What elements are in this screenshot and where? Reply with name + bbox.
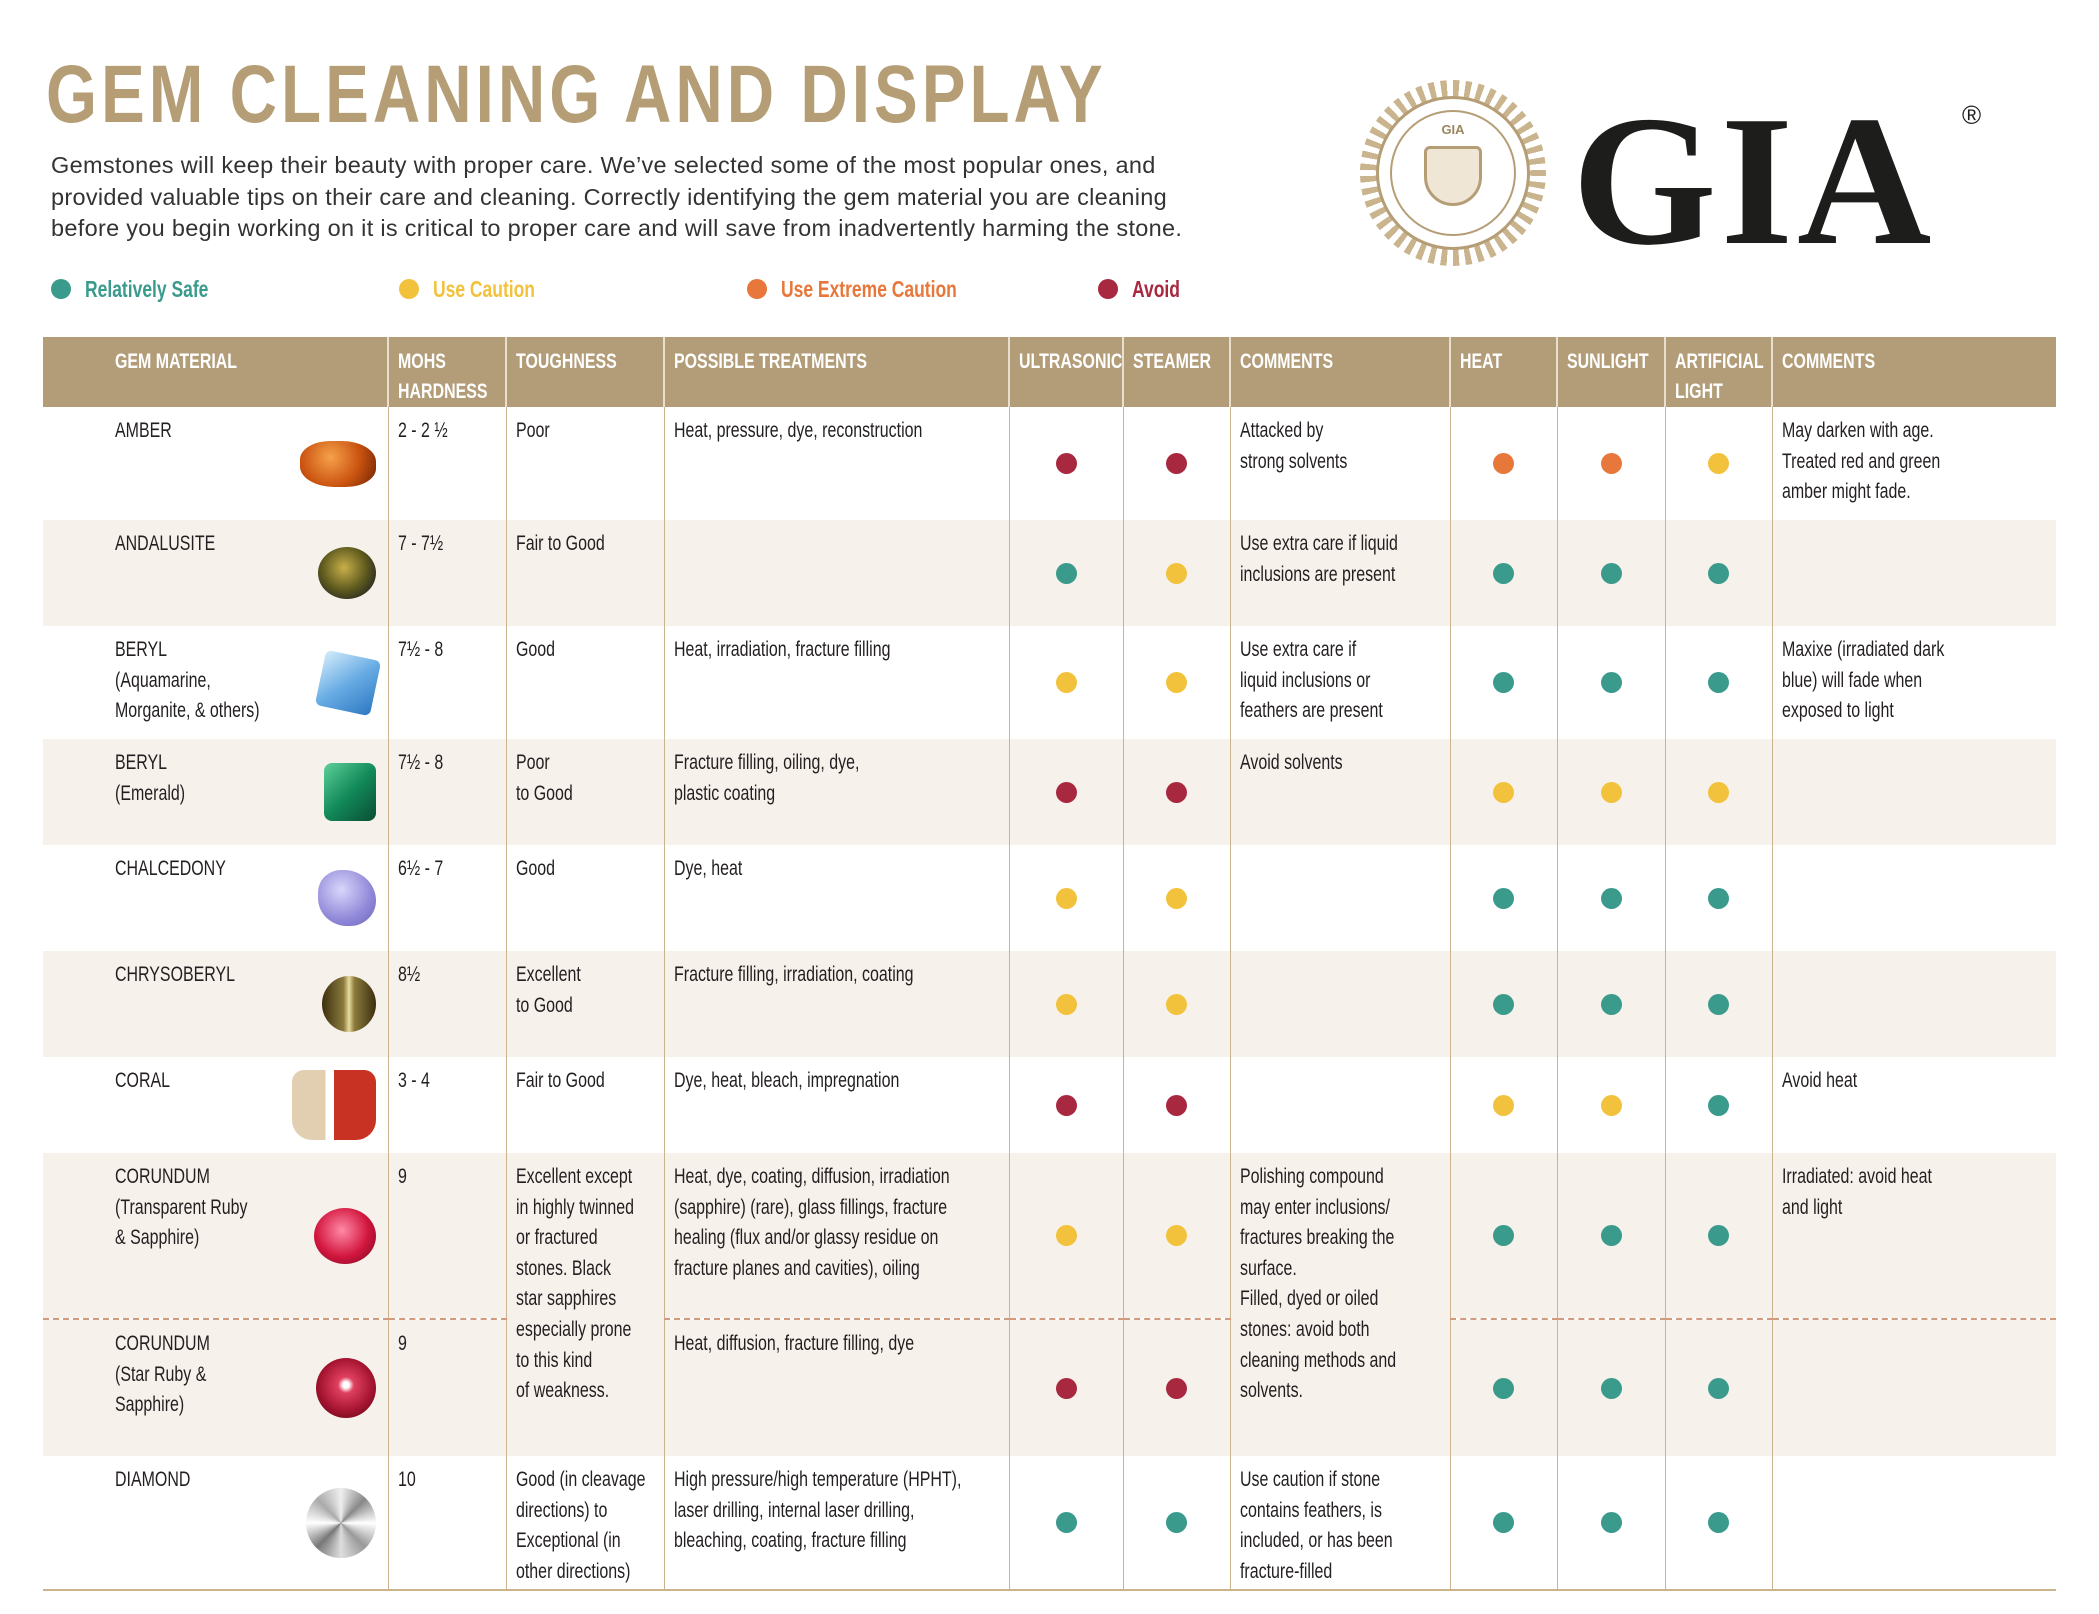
ultrasonic-rating xyxy=(1009,845,1123,951)
mohs-hardness xyxy=(388,951,506,1057)
mohs-hardness xyxy=(388,1057,506,1153)
cleaning-comments xyxy=(1230,951,1450,1057)
table-row xyxy=(43,1153,2056,1319)
steamer-rating xyxy=(1123,951,1230,1057)
steamer-rating xyxy=(1123,1153,1230,1319)
column-header xyxy=(1772,337,2056,407)
possible-treatments xyxy=(664,626,1009,739)
table-row xyxy=(43,1456,2056,1590)
artificial-light-rating xyxy=(1665,407,1772,520)
sunlight-rating xyxy=(1557,626,1665,739)
ultrasonic-rating xyxy=(1009,626,1123,739)
display-comments xyxy=(1772,626,2056,739)
toughness-text: Fair to Good xyxy=(515,532,605,555)
legend-label: Use Caution xyxy=(433,275,535,302)
gem-material-text: BERYL (Emerald) xyxy=(115,751,186,805)
column-header xyxy=(1230,337,1450,407)
mohs-hardness-text: 7 - 7½ xyxy=(397,532,443,555)
gem-material xyxy=(43,845,388,951)
caution-dot-icon xyxy=(1056,888,1077,909)
cleaning-comments-text: Use caution if stone contains feathers, is included, or has been fracture-filled xyxy=(1239,1468,1393,1583)
toughness xyxy=(506,1153,664,1456)
steamer-rating xyxy=(1123,407,1230,520)
gem-material xyxy=(43,520,388,626)
safe-dot-icon xyxy=(1708,1378,1729,1399)
mohs-hardness-text: 9 xyxy=(397,1332,407,1355)
safe-dot-icon xyxy=(1601,1225,1622,1246)
avoid-dot-icon xyxy=(1056,1095,1077,1116)
mohs-hardness-text: 6½ - 7 xyxy=(397,857,443,880)
safe-dot-icon xyxy=(1493,888,1514,909)
safe-dot-icon xyxy=(1708,888,1729,909)
safe-dot-icon xyxy=(1708,672,1729,693)
steamer-rating xyxy=(1123,626,1230,739)
heat-rating xyxy=(1450,520,1557,626)
possible-treatments-text: Heat, pressure, dye, reconstruction xyxy=(673,419,922,442)
artificial-light-rating xyxy=(1665,1153,1772,1319)
possible-treatments-text: Fracture filling, oiling, dye, plastic coating xyxy=(673,751,859,805)
gem-material xyxy=(43,407,388,520)
sunlight-rating xyxy=(1557,951,1665,1057)
heat-rating xyxy=(1450,407,1557,520)
mohs-hardness-text: 10 xyxy=(397,1468,416,1491)
possible-treatments xyxy=(664,1456,1009,1590)
sunlight-rating xyxy=(1557,1057,1665,1153)
gem-material-text: DIAMOND xyxy=(115,1468,191,1491)
steamer-rating xyxy=(1123,739,1230,845)
display-comments xyxy=(1772,1456,2056,1590)
cleaning-comments xyxy=(1230,1057,1450,1153)
column-header xyxy=(664,337,1009,407)
registered-mark: ® xyxy=(1962,100,1982,130)
page-title: GEM CLEANING AND DISPLAY xyxy=(46,49,1107,140)
artificial-light-rating xyxy=(1665,845,1772,951)
ultrasonic-rating xyxy=(1009,739,1123,845)
avoid-dot-icon xyxy=(1098,279,1118,299)
heat-rating xyxy=(1450,845,1557,951)
caution-dot-icon xyxy=(1601,1095,1622,1116)
gem-material-text: AMBER xyxy=(115,419,172,442)
heat-rating xyxy=(1450,1319,1557,1456)
caution-dot-icon xyxy=(1056,994,1077,1015)
mohs-hardness xyxy=(388,1319,506,1456)
artificial-light-rating xyxy=(1665,626,1772,739)
caution-dot-icon xyxy=(1166,1225,1187,1246)
safe-dot-icon xyxy=(1493,672,1514,693)
chalcedony-gem-image xyxy=(318,870,376,926)
legend-item-safe xyxy=(51,274,247,304)
display-comments-text: Irradiated: avoid heat and light xyxy=(1781,1165,1932,1219)
cleaning-comments xyxy=(1230,739,1450,845)
column-header xyxy=(388,337,506,407)
possible-treatments xyxy=(664,739,1009,845)
sunlight-rating xyxy=(1557,845,1665,951)
table-row xyxy=(43,951,2056,1057)
caution-dot-icon xyxy=(1166,563,1187,584)
cleaning-comments-text: Attacked by strong solvents xyxy=(1239,419,1347,473)
steamer-rating xyxy=(1123,1456,1230,1590)
display-comments xyxy=(1772,1153,2056,1319)
display-comments xyxy=(1772,845,2056,951)
possible-treatments-text: Fracture filling, irradiation, coating xyxy=(673,963,914,986)
ultrasonic-rating xyxy=(1009,520,1123,626)
display-comments xyxy=(1772,520,2056,626)
legend-label: Relatively Safe xyxy=(85,275,209,302)
gem-material-text: CORAL xyxy=(115,1069,170,1092)
extreme-dot-icon xyxy=(1493,453,1514,474)
toughness-text: Excellent except in highly twinned or fractured stones. Black star sapphires especially prone to this kind of weakness. xyxy=(515,1165,634,1403)
caution-dot-icon xyxy=(1493,782,1514,803)
artificial-light-rating xyxy=(1665,520,1772,626)
toughness-text: Poor to Good xyxy=(515,751,573,805)
andalusite-gem-image xyxy=(318,547,376,599)
toughness-text: Excellent to Good xyxy=(515,963,581,1017)
mohs-hardness xyxy=(388,845,506,951)
toughness xyxy=(506,407,664,520)
cleaning-comments xyxy=(1230,626,1450,739)
safe-dot-icon xyxy=(1493,1512,1514,1533)
cleaning-comments xyxy=(1230,407,1450,520)
caution-dot-icon xyxy=(1708,782,1729,803)
heat-rating xyxy=(1450,1153,1557,1319)
safe-dot-icon xyxy=(51,279,71,299)
extreme-dot-icon xyxy=(1601,453,1622,474)
coral-gem-image xyxy=(292,1070,376,1140)
gem-care-table xyxy=(43,337,2056,1591)
possible-treatments-text: High pressure/high temperature (HPHT), laser drilling, internal laser drilling, bleaching, coating, fracture filling xyxy=(673,1468,961,1553)
safe-dot-icon xyxy=(1493,1225,1514,1246)
seal-text: GIA xyxy=(1441,122,1465,137)
legend-label: Use Extreme Caution xyxy=(781,275,957,302)
ultrasonic-rating xyxy=(1009,951,1123,1057)
table-row xyxy=(43,1057,2056,1153)
safe-dot-icon xyxy=(1493,563,1514,584)
column-header xyxy=(1009,337,1123,407)
heat-rating xyxy=(1450,1456,1557,1590)
steamer-rating xyxy=(1123,1057,1230,1153)
safe-dot-icon xyxy=(1056,1512,1077,1533)
column-header-label: ULTRASONIC xyxy=(1019,350,1123,373)
heat-rating xyxy=(1450,1057,1557,1153)
column-header-label: HEAT xyxy=(1460,350,1503,373)
heat-rating xyxy=(1450,739,1557,845)
ultrasonic-rating xyxy=(1009,407,1123,520)
caution-dot-icon xyxy=(1166,888,1187,909)
gem-material xyxy=(43,1456,388,1590)
column-header xyxy=(1123,337,1230,407)
heat-rating xyxy=(1450,626,1557,739)
star-ruby-gem-image xyxy=(316,1358,376,1418)
toughness-text: Good xyxy=(515,857,555,880)
possible-treatments xyxy=(664,1057,1009,1153)
gem-material xyxy=(43,739,388,845)
possible-treatments xyxy=(664,1153,1009,1319)
artificial-light-rating xyxy=(1665,1319,1772,1456)
gem-material-text: CORUNDUM (Star Ruby & Sapphire) xyxy=(115,1332,210,1417)
toughness-text: Good xyxy=(515,638,555,661)
cleaning-comments xyxy=(1230,1153,1450,1456)
sunlight-rating xyxy=(1557,1319,1665,1456)
display-comments-text: Maxixe (irradiated dark blue) will fade when exposed to light xyxy=(1781,638,1944,723)
mohs-hardness xyxy=(388,1153,506,1319)
sunlight-rating xyxy=(1557,407,1665,520)
table-row xyxy=(43,407,2056,520)
shield-icon xyxy=(1424,146,1482,206)
avoid-dot-icon xyxy=(1056,1378,1077,1399)
sunlight-rating xyxy=(1557,739,1665,845)
chrysoberyl-gem-image xyxy=(322,976,376,1032)
gem-material xyxy=(43,1319,388,1456)
steamer-rating xyxy=(1123,1319,1230,1456)
column-header-label: ARTIFICIAL LIGHT xyxy=(1675,350,1764,403)
cleaning-comments-text: Use extra care if liquid inclusions or feathers are present xyxy=(1239,638,1383,723)
mohs-hardness-text: 9 xyxy=(397,1165,407,1188)
ultrasonic-rating xyxy=(1009,1319,1123,1456)
aquamarine-gem-image xyxy=(314,649,380,715)
legend-label: Avoid xyxy=(1132,275,1180,302)
safe-dot-icon xyxy=(1601,1512,1622,1533)
gia-seal-logo xyxy=(1360,80,1546,266)
safe-dot-icon xyxy=(1601,672,1622,693)
sunlight-rating xyxy=(1557,520,1665,626)
safe-dot-icon xyxy=(1708,994,1729,1015)
safe-dot-icon xyxy=(1493,994,1514,1015)
artificial-light-rating xyxy=(1665,739,1772,845)
safe-dot-icon xyxy=(1166,1512,1187,1533)
avoid-dot-icon xyxy=(1166,1095,1187,1116)
ultrasonic-rating xyxy=(1009,1057,1123,1153)
possible-treatments-text: Dye, heat, bleach, impregnation xyxy=(673,1069,899,1092)
cleaning-comments-text: Use extra care if liquid inclusions are present xyxy=(1239,532,1398,586)
steamer-rating xyxy=(1123,845,1230,951)
toughness xyxy=(506,739,664,845)
cleaning-comments xyxy=(1230,520,1450,626)
ultrasonic-rating xyxy=(1009,1153,1123,1319)
toughness-text: Fair to Good xyxy=(515,1069,605,1092)
mohs-hardness-text: 2 - 2 ½ xyxy=(397,419,448,442)
gem-material xyxy=(43,1153,388,1319)
avoid-dot-icon xyxy=(1166,1378,1187,1399)
artificial-light-rating xyxy=(1665,951,1772,1057)
possible-treatments xyxy=(664,951,1009,1057)
caution-dot-icon xyxy=(1601,782,1622,803)
possible-treatments-text: Dye, heat xyxy=(673,857,742,880)
possible-treatments xyxy=(664,1319,1009,1456)
cleaning-comments xyxy=(1230,845,1450,951)
gem-material xyxy=(43,1057,388,1153)
column-header xyxy=(506,337,664,407)
steamer-rating xyxy=(1123,520,1230,626)
mohs-hardness-text: 8½ xyxy=(397,963,420,986)
avoid-dot-icon xyxy=(1056,453,1077,474)
mohs-hardness-text: 3 - 4 xyxy=(397,1069,430,1092)
possible-treatments-text: Heat, dye, coating, diffusion, irradiation (sapphire) (rare), glass fillings, fracture healing (flux and/or glassy residue on fracture planes and cavities), oiling xyxy=(673,1165,950,1280)
gem-material-text: CHRYSOBERYL xyxy=(115,963,236,986)
column-header-label: MOHS HARDNESS xyxy=(398,350,488,403)
safe-dot-icon xyxy=(1601,888,1622,909)
cleaning-comments xyxy=(1230,1456,1450,1590)
cleaning-comments-text: Polishing compound may enter inclusions/ fractures breaking the surface. Filled, dyed or oiled stones: avoid both cleaning methods and solvents. xyxy=(1239,1165,1396,1403)
gem-material xyxy=(43,626,388,739)
legend-item-caution xyxy=(399,274,567,304)
gem-material-text: ANDALUSITE xyxy=(115,532,216,555)
gem-material-text: BERYL (Aquamarine, Morganite, & others) xyxy=(115,638,260,723)
display-comments-text: May darken with age. Treated red and green amber might fade. xyxy=(1781,419,1940,504)
ruby-gem-image xyxy=(314,1208,376,1264)
column-header xyxy=(1665,337,1772,407)
possible-treatments-text: Heat, irradiation, fracture filling xyxy=(673,638,890,661)
toughness-text: Poor xyxy=(515,419,550,442)
heat-rating xyxy=(1450,951,1557,1057)
column-header-label: SUNLIGHT xyxy=(1567,350,1649,373)
toughness xyxy=(506,626,664,739)
column-header xyxy=(1557,337,1665,407)
possible-treatments-text: Heat, diffusion, fracture filling, dye xyxy=(673,1332,914,1355)
legend-item-extreme xyxy=(747,274,1012,304)
display-comments xyxy=(1772,951,2056,1057)
display-comments xyxy=(1772,1319,2056,1456)
gem-material-text: CHALCEDONY xyxy=(115,857,226,880)
legend-item-avoid xyxy=(1098,274,1195,304)
column-header-label: POSSIBLE TREATMENTS xyxy=(674,350,868,373)
gem-material xyxy=(43,951,388,1057)
possible-treatments xyxy=(664,845,1009,951)
artificial-light-rating xyxy=(1665,1057,1772,1153)
safe-dot-icon xyxy=(1601,994,1622,1015)
table-row xyxy=(43,845,2056,951)
mohs-hardness xyxy=(388,520,506,626)
artificial-light-rating xyxy=(1665,1456,1772,1590)
display-comments-text: Avoid heat xyxy=(1781,1069,1857,1092)
safe-dot-icon xyxy=(1493,1378,1514,1399)
safe-dot-icon xyxy=(1056,563,1077,584)
toughness xyxy=(506,845,664,951)
caution-dot-icon xyxy=(1056,1225,1077,1246)
gem-material-text: CORUNDUM (Transparent Ruby & Sapphire) xyxy=(115,1165,248,1250)
column-header-label: COMMENTS xyxy=(1782,350,1876,373)
caution-dot-icon xyxy=(399,279,419,299)
mohs-hardness xyxy=(388,626,506,739)
safe-dot-icon xyxy=(1708,1095,1729,1116)
caution-dot-icon xyxy=(1708,453,1729,474)
caution-dot-icon xyxy=(1493,1095,1514,1116)
mohs-hardness xyxy=(388,1456,506,1590)
mohs-hardness xyxy=(388,407,506,520)
table-row xyxy=(43,520,2056,626)
column-header-label: GEM MATERIAL xyxy=(115,350,238,373)
mohs-hardness xyxy=(388,739,506,845)
toughness xyxy=(506,520,664,626)
diamond-gem-image xyxy=(306,1488,376,1558)
safe-dot-icon xyxy=(1601,1378,1622,1399)
column-header xyxy=(43,337,388,407)
caution-dot-icon xyxy=(1056,672,1077,693)
possible-treatments xyxy=(664,520,1009,626)
intro-paragraph: Gemstones will keep their beauty with proper care. We’ve selected some of the most popular ones, and provided valuable tips on their care and cleaning. Correctly identifying the gem material you are cleaning before you begin working on it is critical to proper care and will save from inadvertently harming the stone. xyxy=(51,152,1183,241)
table-row xyxy=(43,1319,2056,1456)
amber-gem-image xyxy=(300,441,376,487)
avoid-dot-icon xyxy=(1056,782,1077,803)
toughness xyxy=(506,1057,664,1153)
safe-dot-icon xyxy=(1708,1225,1729,1246)
caution-dot-icon xyxy=(1166,994,1187,1015)
safe-dot-icon xyxy=(1708,563,1729,584)
safe-dot-icon xyxy=(1708,1512,1729,1533)
toughness-text: Good (in cleavage directions) to Exceptional (in other directions) xyxy=(515,1468,646,1583)
table-row xyxy=(43,739,2056,845)
sunlight-rating xyxy=(1557,1456,1665,1590)
ultrasonic-rating xyxy=(1009,1456,1123,1590)
cleaning-comments-text: Avoid solvents xyxy=(1239,751,1343,774)
column-header-label: TOUGHNESS xyxy=(516,350,617,373)
emerald-gem-image xyxy=(324,763,376,821)
column-header-label: STEAMER xyxy=(1133,350,1212,373)
column-header-label: COMMENTS xyxy=(1240,350,1334,373)
possible-treatments xyxy=(664,407,1009,520)
caution-dot-icon xyxy=(1166,672,1187,693)
display-comments xyxy=(1772,1057,2056,1153)
display-comments xyxy=(1772,407,2056,520)
display-comments xyxy=(1772,739,2056,845)
sunlight-rating xyxy=(1557,1153,1665,1319)
column-header xyxy=(1450,337,1557,407)
mohs-hardness-text: 7½ - 8 xyxy=(397,751,443,774)
avoid-dot-icon xyxy=(1166,782,1187,803)
avoid-dot-icon xyxy=(1166,453,1187,474)
mohs-hardness-text: 7½ - 8 xyxy=(397,638,443,661)
toughness xyxy=(506,951,664,1057)
gia-logo: GIA xyxy=(1572,78,1936,284)
toughness xyxy=(506,1456,664,1590)
safe-dot-icon xyxy=(1601,563,1622,584)
extreme-dot-icon xyxy=(747,279,767,299)
table-row xyxy=(43,626,2056,739)
